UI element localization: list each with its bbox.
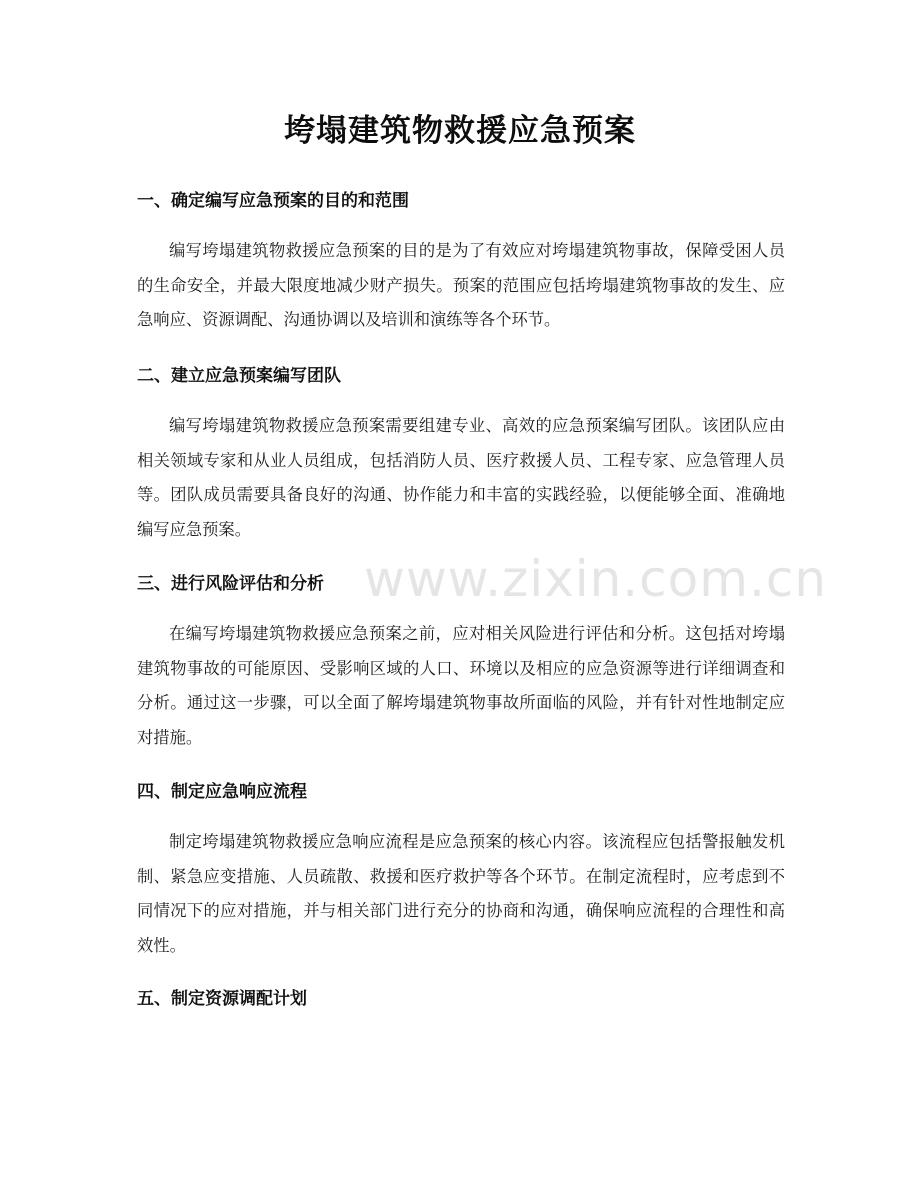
section-paragraph-3: 在编写垮塌建筑物救援应急预案之前，应对相关风险进行评估和分析。这包括对垮塌建筑物事故的可能原因、受影响区域的人口、环境以及相应的应急资源等进行详细调查和分析。通过这一步骤，可以全面了解垮塌建筑物事故所面临的风险，并有针对性地制定应对措施。 (137, 624, 785, 747)
section-heading-4: 四、制定应急响应流程 (137, 782, 307, 802)
section-paragraph-1: 编写垮塌建筑物救援应急预案的目的是为了有效应对垮塌建筑物事故，保障受困人员的生命安全，并最大限度地减少财产损失。预案的范围应包括垮塌建筑物事故的发生、应急响应、资源调配、沟通协调以及培训和演练等各个环节。 (137, 241, 785, 329)
section-heading-5: 五、制定资源调配计划 (137, 989, 307, 1009)
section-paragraph-4: 制定垮塌建筑物救援应急响应流程是应急预案的核心内容。该流程应包括警报触发机制、紧急应变措施、人员疏散、救援和医疗救护等各个环节。在制定流程时，应考虑到不同情况下的应对措施，并与相关部门进行充分的协商和沟通，确保响应流程的合理性和高效性。 (137, 832, 785, 955)
section-heading-3: 三、进行风险评估和分析 (137, 574, 324, 594)
section-paragraph-2: 编写垮塌建筑物救援应急预案需要组建专业、高效的应急预案编写团队。该团队应由相关领域专家和从业人员组成，包括消防人员、医疗救援人员、工程专家、应急管理人员等。团队成员需要具备良好的沟通、协作能力和丰富的实践经验，以便能够全面、准确地编写应急预案。 (137, 416, 785, 539)
watermark: www.zixin.com.cn (364, 550, 828, 608)
section-heading-2: 二、建立应急预案编写团队 (137, 366, 341, 386)
document-title: 垮塌建筑物救援应急预案 (284, 113, 636, 149)
section-heading-1: 一、确定编写应急预案的目的和范围 (137, 191, 409, 211)
